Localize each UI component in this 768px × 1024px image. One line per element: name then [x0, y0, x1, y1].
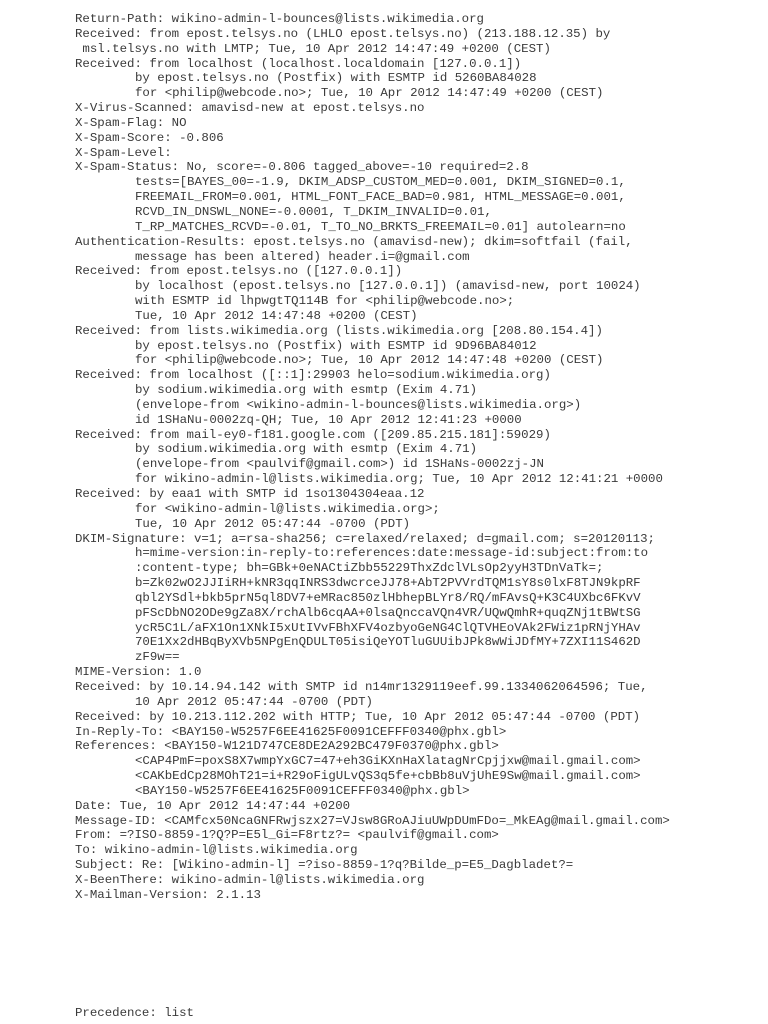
header-field-line: References: <BAY150-W121D747CE8DE2A292BC479F0370@phx.gbl> — [75, 739, 499, 754]
header-continuation-line: by epost.telsys.no (Postfix) with ESMTP id 9D96BA84012 — [135, 338, 537, 353]
header-continuation-line: id 1SHaNu-0002zq-QH; Tue, 10 Apr 2012 12:41:23 +0000 — [135, 412, 522, 427]
header-continuation-line: 10 Apr 2012 05:47:44 -0700 (PDT) — [135, 694, 373, 709]
header-continuation-line: <CAKbEdCp28MOhT21=i+R29oFigULvQS3q5fe+cbBb8uVjUhE9Sw@mail.gmail.com> — [135, 769, 641, 784]
header-field-line: In-Reply-To: <BAY150-W5257F6EE41625F0091CEFFF0340@phx.gbl> — [75, 724, 507, 739]
header-field-line: Received: by 10.213.112.202 with HTTP; Tue, 10 Apr 2012 05:47:44 -0700 (PDT) — [75, 709, 641, 724]
header-continuation-line: for <wikino-admin-l@lists.wikimedia.org>; — [135, 501, 440, 516]
header-field-line: Subject: Re: [Wikino-admin-l] =?iso-8859-1?q?Bilde_p=E5_Dagbladet?= — [75, 858, 574, 873]
header-field-line: Received: by eaa1 with SMTP id 1so1304304eaa.12 — [75, 487, 425, 501]
header-field-line: X-Spam-Status: No, score=-0.806 tagged_above=-10 required=2.8 — [75, 160, 529, 175]
header-field-line: X-BeenThere: wikino-admin-l@lists.wikimedia.org — [75, 872, 425, 887]
header-continuation-line: by sodium.wikimedia.org with esmtp (Exim 4.71) — [135, 442, 478, 457]
header-continuation-line: for wikino-admin-l@lists.wikimedia.org; Tue, 10 Apr 2012 12:41:21 +0000 — [135, 472, 663, 487]
header-continuation-line: b=Zk02wO2JJIiRH+kNR3qqINRS3dwcrceJJ78+AbT2PVVrdTQM1sY8s0lxF8TJN9kpRF — [135, 576, 641, 591]
header-continuation-line: <CAP4PmF=poxS8X7wmpYxGC7=47+eh3GiKXnHaXlatagNrCpjjxw@mail.gmail.com> — [135, 754, 641, 769]
header-field-line: Date: Tue, 10 Apr 2012 14:47:44 +0200 — [75, 798, 351, 813]
header-field-line: X-Mailman-Version: 2.1.13 — [75, 887, 261, 902]
header-field-line: Return-Path: wikino-admin-l-bounces@lists.wikimedia.org — [75, 12, 484, 26]
header-continuation-line: message has been altered) header.i=@gmail.com — [135, 249, 470, 264]
header-continuation-line: FREEMAIL_FROM=0.001, HTML_FONT_FACE_BAD=0.981, HTML_MESSAGE=0.001, — [135, 190, 626, 205]
header-continuation-line: <BAY150-W5257F6EE41625F0091CEFFF0340@phx.gbl> — [135, 783, 470, 798]
header-field-line: Message-ID: <CAMfcx50NcaGNFRwjszx27=VJsw8GRoAJiuUWpDUmFDo=_MkEAg@mail.gmail.com> — [75, 813, 670, 828]
header-field-line: Received: from epost.telsys.no (LHLO epost.telsys.no) (213.188.12.35) by — [75, 26, 611, 41]
header-field-line: X-Spam-Level: — [75, 145, 172, 160]
precedence-header-line: Precedence: list — [75, 1006, 194, 1020]
header-field-line: Received: from localhost (localhost.localdomain [127.0.0.1]) — [75, 56, 522, 71]
header-field-line: Received: from lists.wikimedia.org (lists.wikimedia.org [208.80.154.4]) — [75, 323, 603, 338]
header-continuation-line: 70E1Xx2dHBqByXVb5NPgEnQDULT05isiQeYOTluGUUibJPk8wWiJDfMY+7ZXI11S462D — [135, 635, 641, 650]
header-continuation-line: (envelope-from <paulvif@gmail.com>) id 1SHaNs-0002zj-JN — [135, 457, 544, 472]
header-field-line: MIME-Version: 1.0 — [75, 665, 202, 680]
header-field-line: X-Spam-Score: -0.806 — [75, 130, 224, 145]
header-continuation-line: ycR5C1L/aFX1On1XNkI5xUtIVvFBhXFV4ozbyoGeNG4ClQTVHEoVAk2FWiz1pRNjYHAv — [135, 620, 641, 635]
header-field-line: From: =?ISO-8859-1?Q?P=E5l_Gi=F8rtz?= <paulvif@gmail.com> — [75, 828, 499, 843]
email-raw-headers — [75, 12, 670, 903]
header-field-line: Received: from epost.telsys.no ([127.0.0.1]) — [75, 264, 403, 279]
header-continuation-line: h=mime-version:in-reply-to:references:date:message-id:subject:from:to — [135, 546, 649, 561]
header-continuation-line: Tue, 10 Apr 2012 14:47:48 +0200 (CEST) — [135, 308, 418, 323]
header-continuation-line: for <philip@webcode.no>; Tue, 10 Apr 2012 14:47:49 +0200 (CEST) — [135, 86, 604, 101]
header-continuation-line: by epost.telsys.no (Postfix) with ESMTP id 5260BA84028 — [135, 71, 537, 86]
header-field-line: X-Spam-Flag: NO — [75, 115, 187, 130]
header-continuation-line: Tue, 10 Apr 2012 05:47:44 -0700 (PDT) — [135, 516, 411, 531]
header-continuation-line: pFScDbNO2ODe9gZa8X/rchAlb6cqAA+0lsaQnccaVQn4VR/UQwQmhR+quqZNj1tBWtSG — [135, 605, 641, 620]
header-field-line: Received: from localhost ([::1]:29903 helo=sodium.wikimedia.org) — [75, 368, 551, 383]
header-continuation-line: for <philip@webcode.no>; Tue, 10 Apr 2012 14:47:48 +0200 (CEST) — [135, 353, 604, 368]
header-continuation-line: tests=[BAYES_00=-1.9, DKIM_ADSP_CUSTOM_MED=0.001, DKIM_SIGNED=0.1, — [135, 175, 626, 190]
header-field-line: Received: from mail-ey0-f181.google.com ([209.85.215.181]:59029) — [75, 427, 551, 442]
header-continuation-line: RCVD_IN_DNSWL_NONE=-0.0001, T_DKIM_INVALID=0.01, — [135, 204, 492, 219]
header-field-line: X-Virus-Scanned: amavisd-new at epost.telsys.no — [75, 101, 425, 116]
header-field-line: DKIM-Signature: v=1; a=rsa-sha256; c=relaxed/relaxed; d=gmail.com; s=20120113; — [75, 531, 655, 546]
header-continuation-line: (envelope-from <wikino-admin-l-bounces@lists.wikimedia.org>) — [135, 397, 582, 412]
header-continuation-line: by sodium.wikimedia.org with esmtp (Exim 4.71) — [135, 383, 478, 398]
header-continuation-line: by localhost (epost.telsys.no [127.0.0.1]) (amavisd-new, port 10024) — [135, 279, 641, 294]
header-continuation-line: with ESMTP id lhpwgtTQ114B for <philip@webcode.no>; — [135, 294, 515, 309]
header-field-line: To: wikino-admin-l@lists.wikimedia.org — [75, 843, 358, 858]
header-continuation-line: :content-type; bh=GBk+0eNACtiZbb55229ThxZdclVLsOp2yyH3TDnVaTk=; — [135, 561, 604, 576]
header-continuation-line: T_RP_MATCHES_RCVD=-0.01, T_TO_NO_BRKTS_FREEMAIL=0.01] autolearn=no — [135, 219, 626, 234]
header-field-line: Received: by 10.14.94.142 with SMTP id n14mr1329119eef.99.1334062064596; Tue, — [75, 679, 648, 694]
header-continuation-line: qbl2YSdl+bkb5prN5ql8DV7+eMRac850zlHbhepBLYr8/RQ/mFAvsQ+K3C4UXbc6FKvV — [135, 590, 641, 605]
header-field-line: Authentication-Results: epost.telsys.no (amavisd-new); dkim=softfail (fail, — [75, 234, 633, 249]
header-continuation-line: zF9w== — [135, 650, 180, 665]
header-field-line: msl.telsys.no with LMTP; Tue, 10 Apr 2012 14:47:49 +0200 (CEST) — [75, 41, 551, 56]
